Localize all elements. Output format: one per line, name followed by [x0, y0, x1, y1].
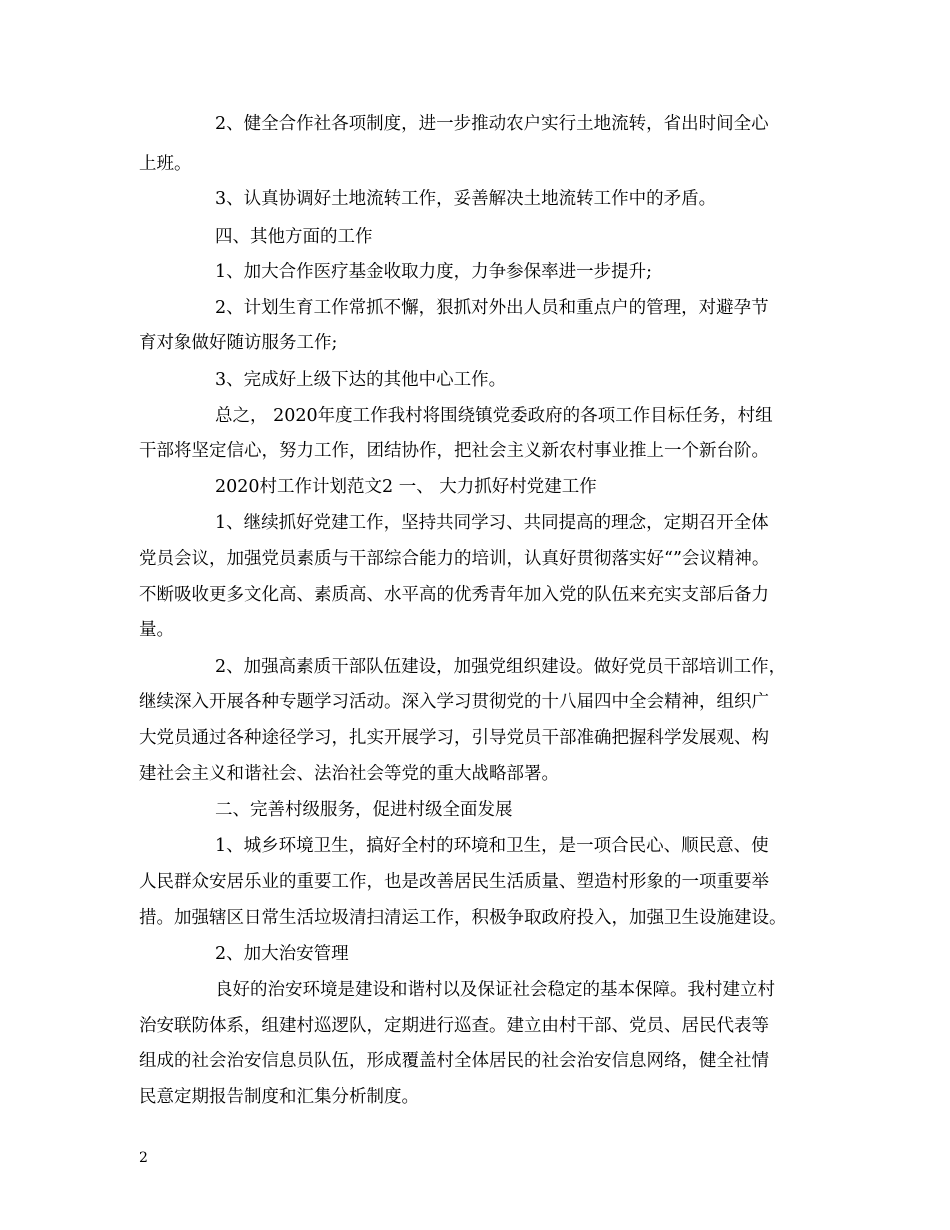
- text-line: 大党员通过各种途径学习，扎实开展学习，引导党员干部准确把握科学发展观、构: [139, 728, 769, 748]
- text-line: 良好的治安环境是建设和谐村以及保证社会稳定的基本保障。我村建立村: [215, 980, 775, 1000]
- text-line: 2、健全合作社各项制度，进一步推动农户实行土地流转，省出时间全心: [215, 114, 769, 134]
- text-line: 干部将坚定信心，努力工作，团结协作，把社会主义新农村事业推上一个新台阶。: [139, 441, 769, 461]
- text-line: 人民群众安居乐业的重要工作，也是改善居民生活质量、塑造村形象的一项重要举: [139, 872, 769, 892]
- text-line: 不断吸收更多文化高、素质高、水平高的优秀青年加入党的队伍来充实支部后备力: [139, 585, 769, 605]
- text-line: 建社会主义和谐社会、法治社会等党的重大战略部署。: [139, 764, 559, 784]
- text-line: 治安联防体系，组建村巡逻队，定期进行巡查。建立由村干部、党员、居民代表等: [139, 1016, 769, 1036]
- section-heading: 四、其他方面的工作: [215, 227, 373, 247]
- text-line: 1、继续抓好党建工作，坚持共同学习、共同提高的理念，定期召开全体: [215, 513, 769, 533]
- text-line: 2、加强高素质干部队伍建设，加强党组织建设。做好党员干部培训工作，: [215, 657, 787, 677]
- text-line: 2、加大治安管理: [215, 944, 349, 964]
- text-line: 总之， 2020年度工作我村将围绕镇党委政府的各项工作目标任务，村组: [215, 406, 773, 426]
- text-line: 组成的社会治安信息员队伍，形成覆盖村全体居民的社会治安信息网络，健全社情: [139, 1051, 769, 1071]
- text-line: 3、完成好上级下达的其他中心工作。: [215, 370, 507, 390]
- text-line: 1、加大合作医疗基金收取力度，力争参保率进一步提升;: [215, 262, 653, 282]
- text-line: 党员会议，加强党员素质与干部综合能力的培训，认真好贯彻落实好“”会议精神。: [139, 549, 770, 569]
- text-line: 量。: [139, 620, 174, 640]
- text-line: 继续深入开展各种专题学习活动。深入学习贯彻党的十八届四中全会精神，组织广: [139, 692, 769, 712]
- text-line: 措。加强辖区日常生活垃圾清扫清运工作，积极争取政府投入，加强卫生设施建设。: [139, 908, 787, 928]
- text-line: 育对象做好随访服务工作;: [139, 333, 338, 353]
- text-line: 民意定期报告制度和汇集分析制度。: [139, 1087, 419, 1107]
- section-heading: 2020村工作计划范文2 一、 大力抓好村党建工作: [215, 477, 597, 497]
- text-line: 上班。: [139, 154, 192, 174]
- text-line: 1、城乡环境卫生，搞好全村的环境和卫生，是一项合民心、顺民意、使: [215, 836, 769, 856]
- text-line: 3、认真协调好土地流转工作，妥善解决土地流转工作中的矛盾。: [215, 189, 717, 209]
- text-line: 2、计划生育工作常抓不懈，狠抓对外出人员和重点户的管理，对避孕节: [215, 298, 769, 318]
- section-heading: 二、完善村级服务，促进村级全面发展: [215, 800, 513, 820]
- page-number: 2: [139, 1150, 148, 1166]
